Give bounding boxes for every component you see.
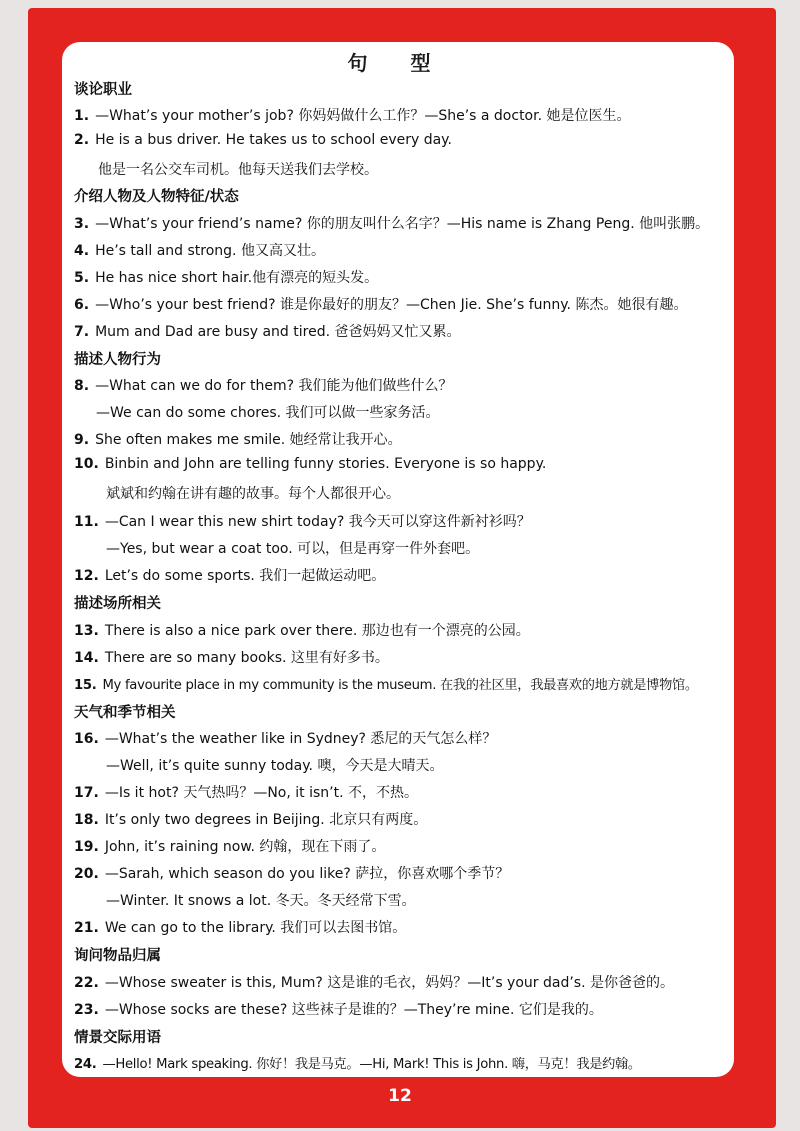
list-item: [74, 674, 698, 693]
item-text: —Sarah, which season do you like? 萨拉，你喜欢哪个季节？: [104, 866, 510, 882]
item-text: It’s only two degrees in Beijing. 北京只有两度。: [104, 812, 428, 828]
item-text: —Who’s your best friend? 谁是你最好的朋友？—Chen Jie. She’s funny. 陈杰。她很有趣。: [95, 297, 688, 313]
item-number: 15.: [74, 678, 97, 693]
item-number: 10.: [74, 456, 99, 472]
item-text: —What’s your friend’s name? 你的朋友叫什么名字？—His name is Zhang Peng. 他叫张鹏。: [95, 216, 710, 232]
item-text: —Whose sweater is this, Mum? 这是谁的毛衣，妈妈？—It’s your dad’s. 是你爸爸的。: [104, 975, 674, 991]
list-item: [74, 321, 460, 341]
item-number: 8.: [74, 378, 90, 394]
item-text: She often makes me smile. 她经常让我开心。: [95, 432, 402, 448]
section-heading-belongings: 询问物品归属: [74, 948, 161, 964]
item-text: —What’s your mother’s job? 你妈妈做什么工作？—She’s a doctor. 她是位医生。: [95, 108, 631, 124]
item-text: —What’s the weather like in Sydney? 悉尼的天气怎么样？: [104, 731, 497, 747]
list-item: [74, 565, 385, 585]
section-heading-weather: 天气和季节相关: [74, 705, 176, 721]
list-item: [74, 240, 325, 260]
item-number: 2.: [74, 132, 90, 148]
list-item: [74, 511, 531, 531]
list-item: [74, 999, 603, 1019]
item-continuation: —We can do some chores. 我们可以做一些家务活。: [96, 405, 440, 421]
list-item: [74, 863, 509, 883]
item-number: 13.: [74, 623, 99, 639]
item-continuation: 斌斌和约翰在讲有趣的故事。每个人都很开心。: [106, 486, 400, 502]
list-item: [74, 972, 674, 992]
item-text: He’s tall and strong. 他又高又壮。: [95, 243, 325, 259]
item-text: My favourite place in my community is the museum. 在我的社区里，我最喜欢的地方就是博物馆。: [102, 678, 698, 693]
item-number: 1.: [74, 108, 90, 124]
item-number: 12.: [74, 568, 99, 584]
item-number: 18.: [74, 812, 99, 828]
item-number: 19.: [74, 839, 99, 855]
section-heading-places: 描述场所相关: [74, 596, 161, 612]
item-number: 11.: [74, 514, 99, 530]
item-text: There is also a nice park over there. 那边也有一个漂亮的公园。: [104, 623, 530, 639]
page-title: 句 型: [347, 51, 449, 75]
list-item: [74, 809, 427, 829]
section-heading-actions: 描述人物行为: [74, 352, 161, 368]
list-item: [74, 294, 687, 314]
section-heading-jobs: 谈论职业: [74, 82, 132, 98]
item-text: We can go to the library. 我们可以去图书馆。: [104, 920, 407, 936]
item-text: There are so many books. 这里有好多书。: [104, 650, 389, 666]
item-continuation: 他是一名公交车司机。他每天送我们去学校。: [98, 162, 378, 178]
list-item: [74, 429, 402, 449]
list-item: [74, 917, 406, 937]
item-continuation: —Well, it’s quite sunny today. 噢，今天是大晴天。: [106, 758, 444, 774]
item-text: —Hello! Mark speaking. 你好！我是马克。—Hi, Mark! This is John. 嗨，马克！我是约翰。: [102, 1057, 641, 1072]
list-item: [74, 836, 385, 856]
item-number: 6.: [74, 297, 90, 313]
section-heading-people: 介绍人物及人物特征/状态: [74, 189, 239, 205]
item-number: 20.: [74, 866, 99, 882]
item-text: —Can I wear this new shirt today? 我今天可以穿这件新衬衫吗？: [104, 514, 531, 530]
list-item: [74, 213, 709, 233]
item-number: 7.: [74, 324, 90, 340]
item-number: 23.: [74, 1002, 99, 1018]
item-text: —What can we do for them? 我们能为他们做些什么？: [95, 378, 453, 394]
item-continuation: —Yes, but wear a coat too. 可以，但是再穿一件外套吧。: [106, 541, 480, 557]
list-item: [74, 105, 631, 125]
section-heading-dialogue: 情景交际用语: [74, 1030, 161, 1046]
item-text: He has nice short hair.他有漂亮的短头发。: [95, 270, 379, 286]
item-text: —Is it hot? 天气热吗？—No, it isn’t. 不，不热。: [104, 785, 418, 801]
item-number: 17.: [74, 785, 99, 801]
item-number: 5.: [74, 270, 90, 286]
item-number: 9.: [74, 432, 90, 448]
item-number: 4.: [74, 243, 90, 259]
item-number: 22.: [74, 975, 99, 991]
list-item: [74, 1053, 641, 1072]
item-number: 24.: [74, 1057, 97, 1072]
list-item: [74, 647, 389, 667]
list-item: [74, 620, 530, 640]
item-text: He is a bus driver. He takes us to school every day.: [95, 132, 452, 148]
item-number: 16.: [74, 731, 99, 747]
list-item: [74, 728, 496, 748]
list-item: [74, 132, 452, 148]
item-text: Mum and Dad are busy and tired. 爸爸妈妈又忙又累。: [95, 324, 461, 340]
page-number: 12: [388, 1086, 412, 1106]
list-item: [74, 782, 418, 802]
item-text: Binbin and John are telling funny stories. Everyone is so happy.: [104, 456, 547, 472]
list-item: [74, 456, 546, 472]
item-text: John, it’s raining now. 约翰，现在下雨了。: [104, 839, 386, 855]
item-number: 3.: [74, 216, 90, 232]
item-text: —Whose socks are these? 这些袜子是谁的？—They’re mine. 它们是我的。: [104, 1002, 603, 1018]
item-number: 21.: [74, 920, 99, 936]
list-item: [74, 267, 378, 287]
item-continuation: —Winter. It snows a lot. 冬天。冬天经常下雪。: [106, 893, 416, 909]
item-text: Let’s do some sports. 我们一起做运动吧。: [104, 568, 386, 584]
item-number: 14.: [74, 650, 99, 666]
list-item: [74, 375, 453, 395]
